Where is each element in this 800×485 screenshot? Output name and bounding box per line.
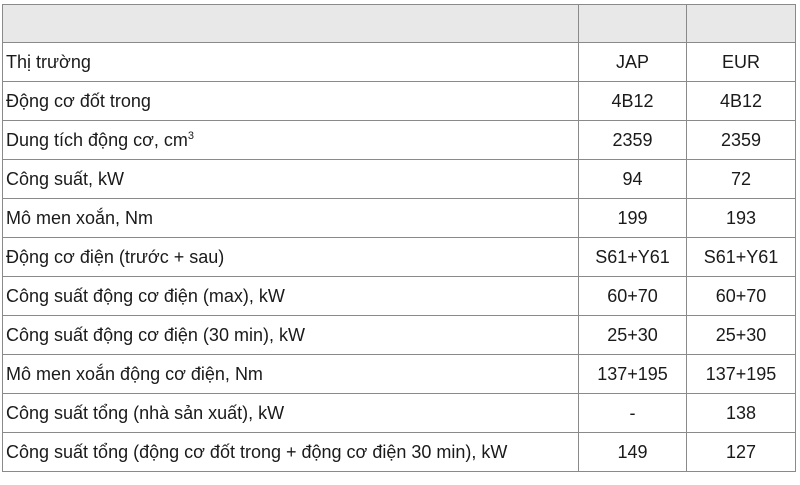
eur-value: 137+195 — [687, 355, 796, 394]
table-row — [3, 316, 796, 355]
eur-value: 72 — [687, 160, 796, 199]
row-label: Thị trường — [3, 43, 579, 82]
jap-value: 94 — [579, 160, 687, 199]
jap-value: - — [579, 394, 687, 433]
jap-value: S61+Y61 — [579, 238, 687, 277]
table-row — [3, 238, 796, 277]
header-row — [3, 5, 796, 43]
row-label: Công suất động cơ điện (30 min), kW — [3, 316, 579, 355]
eur-value: 4B12 — [687, 82, 796, 121]
table-row — [3, 199, 796, 238]
row-label: Công suất tổng (nhà sản xuất), kW — [3, 394, 579, 433]
jap-value: 4B12 — [579, 82, 687, 121]
jap-value: 25+30 — [579, 316, 687, 355]
eur-value: 127 — [687, 433, 796, 472]
row-label: Công suất, kW — [3, 160, 579, 199]
jap-value: 137+195 — [579, 355, 687, 394]
eur-value: S61+Y61 — [687, 238, 796, 277]
table-row — [3, 433, 796, 472]
header-cell-eur — [687, 5, 796, 43]
jap-value: 199 — [579, 199, 687, 238]
table-row — [3, 277, 796, 316]
table-row — [3, 121, 796, 160]
jap-value: JAP — [579, 43, 687, 82]
row-label-cell — [3, 121, 579, 160]
row-label: Công suất tổng (động cơ đốt trong + động cơ điện 30 min), kW — [3, 433, 579, 472]
row-label: Động cơ điện (trước + sau) — [3, 238, 579, 277]
jap-value: 2359 — [579, 121, 687, 160]
eur-value: 2359 — [687, 121, 796, 160]
jap-value: 149 — [579, 433, 687, 472]
table-row — [3, 160, 796, 199]
row-label: Dung tích động cơ, cm — [6, 129, 188, 150]
table-row — [3, 43, 796, 82]
table-row — [3, 82, 796, 121]
spec-table — [2, 4, 796, 472]
row-label: Mô men xoắn, Nm — [3, 199, 579, 238]
unit-exponent: 3 — [187, 129, 195, 142]
jap-value: 60+70 — [579, 277, 687, 316]
eur-value: 25+30 — [687, 316, 796, 355]
table-row — [3, 394, 796, 433]
eur-value: 193 — [687, 199, 796, 238]
table-row — [3, 355, 796, 394]
row-label: Công suất động cơ điện (max), kW — [3, 277, 579, 316]
eur-value: EUR — [687, 43, 796, 82]
row-label: Động cơ đốt trong — [3, 82, 579, 121]
header-cell-jap — [579, 5, 687, 43]
row-label: Mô men xoắn động cơ điện, Nm — [3, 355, 579, 394]
header-cell-label — [3, 5, 579, 43]
eur-value: 138 — [687, 394, 796, 433]
eur-value: 60+70 — [687, 277, 796, 316]
